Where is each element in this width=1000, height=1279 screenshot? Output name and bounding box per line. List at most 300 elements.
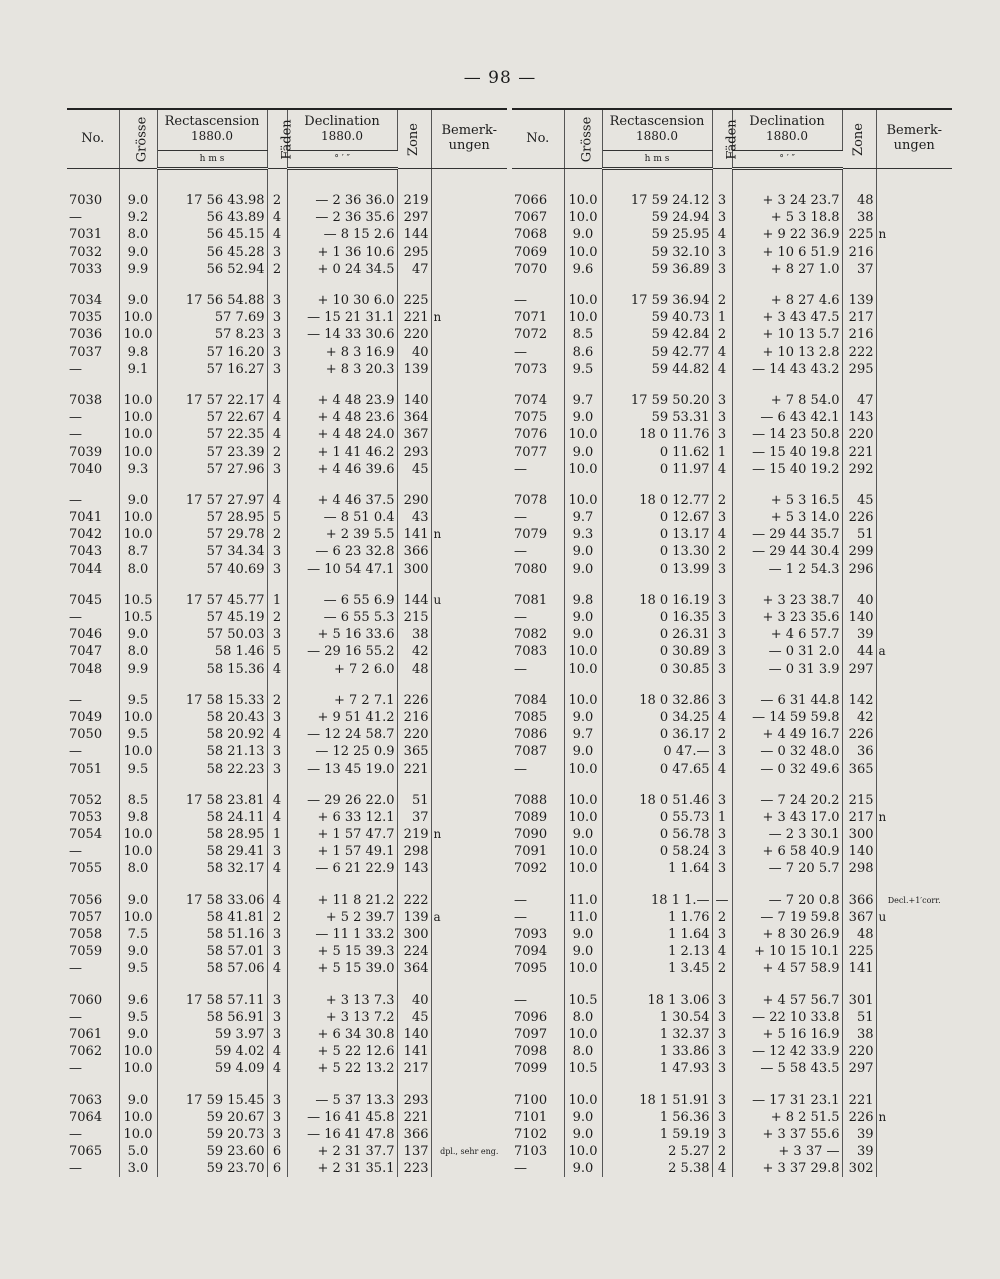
cell-de: — 11 1 33.2 bbox=[287, 926, 397, 943]
cell-fa: 2 bbox=[267, 692, 287, 709]
cell-ra: 17 56 43.98 bbox=[157, 192, 267, 209]
table-row bbox=[512, 509, 952, 526]
cell-no: — bbox=[67, 209, 119, 226]
cell-fa: 3 bbox=[712, 244, 732, 261]
cell-gr: 10.0 bbox=[564, 843, 602, 860]
cell-de: + 2 31 35.1 bbox=[287, 1160, 397, 1177]
cell-gr: 9.1 bbox=[119, 361, 157, 378]
cell-fa: 4 bbox=[712, 760, 732, 777]
cell-be bbox=[431, 1060, 507, 1077]
cell-be bbox=[876, 1026, 952, 1043]
cell-zo: 365 bbox=[397, 743, 431, 760]
cell-gr: 10.0 bbox=[564, 1091, 602, 1108]
cell-ra: 59 20.67 bbox=[157, 1109, 267, 1126]
cell-no: 7091 bbox=[512, 843, 564, 860]
cell-no: 7046 bbox=[67, 626, 119, 643]
cell-ra: 58 1.46 bbox=[157, 643, 267, 660]
cell-no: 7074 bbox=[512, 392, 564, 409]
cell-be bbox=[431, 509, 507, 526]
cell-be bbox=[876, 709, 952, 726]
cell-no: — bbox=[67, 960, 119, 977]
cell-no: 7094 bbox=[512, 943, 564, 960]
star-catalog-table bbox=[512, 110, 952, 1177]
cell-zo: 216 bbox=[842, 244, 876, 261]
cell-fa: 3 bbox=[267, 1109, 287, 1126]
cell-zo: 295 bbox=[842, 361, 876, 378]
cell-fa: 2 bbox=[267, 192, 287, 209]
cell-gr: 10.0 bbox=[564, 492, 602, 509]
cell-de: — 0 32 48.0 bbox=[732, 743, 842, 760]
cell-de: + 7 8 54.0 bbox=[732, 392, 842, 409]
cell-no: — bbox=[67, 409, 119, 426]
cell-de: + 3 13 7.3 bbox=[287, 992, 397, 1009]
cell-zo: 366 bbox=[397, 1126, 431, 1143]
cell-be bbox=[876, 1126, 952, 1143]
table-row bbox=[512, 543, 952, 560]
cell-zo: 302 bbox=[842, 1160, 876, 1177]
cell-de: + 5 3 18.8 bbox=[732, 209, 842, 226]
cell-be bbox=[431, 892, 507, 909]
table-row bbox=[512, 443, 952, 460]
cell-de: — 2 36 36.0 bbox=[287, 192, 397, 209]
cell-de: + 8 30 26.9 bbox=[732, 926, 842, 943]
cell-ra: 59 53.31 bbox=[602, 409, 712, 426]
cell-no: 7062 bbox=[67, 1043, 119, 1060]
table-row bbox=[512, 1026, 952, 1043]
cell-be bbox=[876, 1091, 952, 1108]
cell-zo: 221 bbox=[397, 1109, 431, 1126]
star-catalog-table bbox=[67, 110, 507, 1177]
cell-be bbox=[876, 409, 952, 426]
cell-fa: 3 bbox=[267, 626, 287, 643]
table-row bbox=[67, 826, 507, 843]
table-row bbox=[512, 792, 952, 809]
cell-be bbox=[876, 843, 952, 860]
cell-be bbox=[876, 509, 952, 526]
table-row bbox=[512, 309, 952, 326]
cell-fa: 2 bbox=[712, 1143, 732, 1160]
cell-be bbox=[431, 960, 507, 977]
cell-de: + 4 48 24.0 bbox=[287, 426, 397, 443]
cell-zo: 221 bbox=[397, 309, 431, 326]
cell-no: 7076 bbox=[512, 426, 564, 443]
cell-fa: 3 bbox=[267, 326, 287, 343]
cell-be bbox=[431, 692, 507, 709]
cell-zo: 217 bbox=[842, 809, 876, 826]
table-row bbox=[67, 326, 507, 343]
cell-de: + 3 37 29.8 bbox=[732, 1160, 842, 1177]
cell-be bbox=[876, 443, 952, 460]
cell-be bbox=[876, 592, 952, 609]
cell-gr: 9.5 bbox=[119, 760, 157, 777]
cell-zo: 217 bbox=[397, 1060, 431, 1077]
cell-be: u bbox=[878, 909, 887, 924]
table-row bbox=[512, 960, 952, 977]
cell-gr: 10.0 bbox=[119, 909, 157, 926]
cell-be bbox=[876, 426, 952, 443]
cell-be bbox=[431, 1043, 507, 1060]
cell-ra: 17 57 27.97 bbox=[157, 492, 267, 509]
cell-be bbox=[431, 726, 507, 743]
cell-ra: 58 20.43 bbox=[157, 709, 267, 726]
cell-gr: 10.0 bbox=[564, 692, 602, 709]
cell-zo: 137 bbox=[397, 1143, 431, 1160]
header-dec-units: ° ′ ″ bbox=[287, 151, 397, 169]
cell-ra: 1 1.64 bbox=[602, 860, 712, 877]
cell-gr: 10.0 bbox=[564, 292, 602, 309]
cell-fa: 3 bbox=[267, 992, 287, 1009]
table-row bbox=[67, 1026, 507, 1043]
cell-zo: 301 bbox=[842, 992, 876, 1009]
cell-zo: 225 bbox=[397, 292, 431, 309]
cell-gr: 9.8 bbox=[119, 344, 157, 361]
cell-fa: 3 bbox=[267, 1009, 287, 1026]
cell-no: 7067 bbox=[512, 209, 564, 226]
cell-ra: 18 1 1.— bbox=[602, 892, 712, 909]
cell-fa: 2 bbox=[712, 909, 732, 926]
cell-de: + 10 30 6.0 bbox=[287, 292, 397, 309]
cell-fa: 2 bbox=[712, 492, 732, 509]
table-row bbox=[67, 943, 507, 960]
table-row bbox=[67, 1143, 507, 1160]
header-ra: Rectascension 1880.0 bbox=[602, 110, 712, 151]
cell-de: + 3 23 38.7 bbox=[732, 592, 842, 609]
cell-no: 7098 bbox=[512, 1043, 564, 1060]
cell-gr: 10.0 bbox=[119, 443, 157, 460]
cell-zo: 140 bbox=[842, 843, 876, 860]
cell-gr: 9.5 bbox=[119, 726, 157, 743]
catalog-table-left bbox=[67, 108, 507, 1177]
cell-de: + 5 15 39.3 bbox=[287, 943, 397, 960]
cell-fa: 4 bbox=[267, 209, 287, 226]
cell-ra: 18 0 16.19 bbox=[602, 592, 712, 609]
cell-de: + 4 57 56.7 bbox=[732, 992, 842, 1009]
table-row bbox=[67, 743, 507, 760]
cell-gr: 8.0 bbox=[119, 561, 157, 578]
cell-de: — 15 40 19.2 bbox=[732, 461, 842, 478]
cell-fa: 3 bbox=[712, 1126, 732, 1143]
cell-gr: 10.0 bbox=[564, 643, 602, 660]
cell-gr: 8.0 bbox=[564, 1009, 602, 1026]
cell-de: — 15 40 19.8 bbox=[732, 443, 842, 460]
cell-ra: 0 11.97 bbox=[602, 461, 712, 478]
cell-zo: 38 bbox=[842, 209, 876, 226]
table-row bbox=[512, 1109, 952, 1126]
cell-be bbox=[431, 643, 507, 660]
cell-be bbox=[876, 609, 952, 626]
cell-gr: 9.0 bbox=[564, 709, 602, 726]
cell-no: 7047 bbox=[67, 643, 119, 660]
cell-zo: 40 bbox=[842, 592, 876, 609]
cell-no: 7099 bbox=[512, 1060, 564, 1077]
cell-fa: 3 bbox=[712, 426, 732, 443]
cell-zo: 220 bbox=[397, 726, 431, 743]
table-row bbox=[512, 192, 952, 209]
cell-zo: 43 bbox=[397, 509, 431, 526]
cell-ra: 59 23.70 bbox=[157, 1160, 267, 1177]
cell-fa: 3 bbox=[712, 826, 732, 843]
cell-no: — bbox=[512, 661, 564, 678]
cell-de: + 6 34 30.8 bbox=[287, 1026, 397, 1043]
cell-ra: 57 27.96 bbox=[157, 461, 267, 478]
cell-zo: 45 bbox=[842, 492, 876, 509]
cell-gr: 9.0 bbox=[119, 892, 157, 909]
cell-de: — 14 33 30.6 bbox=[287, 326, 397, 343]
cell-gr: 9.5 bbox=[119, 1009, 157, 1026]
cell-zo: 222 bbox=[397, 892, 431, 909]
table-row bbox=[67, 526, 507, 543]
cell-be bbox=[876, 760, 952, 777]
cell-zo: 140 bbox=[397, 392, 431, 409]
cell-be bbox=[876, 244, 952, 261]
cell-ra: 57 40.69 bbox=[157, 561, 267, 578]
cell-be bbox=[431, 843, 507, 860]
cell-ra: 59 23.60 bbox=[157, 1143, 267, 1160]
cell-de: — 29 44 30.4 bbox=[732, 543, 842, 560]
cell-be bbox=[876, 292, 952, 309]
cell-gr: 10.0 bbox=[119, 709, 157, 726]
cell-gr: 10.0 bbox=[564, 1143, 602, 1160]
table-row bbox=[512, 826, 952, 843]
cell-de: + 1 57 49.1 bbox=[287, 843, 397, 860]
cell-no: 7039 bbox=[67, 443, 119, 460]
cell-no: — bbox=[67, 1126, 119, 1143]
table-row bbox=[512, 892, 952, 909]
cell-de: + 2 39 5.5 bbox=[287, 526, 397, 543]
cell-fa: 4 bbox=[712, 1160, 732, 1177]
cell-zo: 48 bbox=[842, 192, 876, 209]
cell-no: 7034 bbox=[67, 292, 119, 309]
cell-ra: 2 5.27 bbox=[602, 1143, 712, 1160]
cell-gr: 9.7 bbox=[564, 509, 602, 526]
cell-ra: 18 1 3.06 bbox=[602, 992, 712, 1009]
cell-no: — bbox=[67, 609, 119, 626]
cell-be bbox=[876, 1060, 952, 1077]
cell-zo: 141 bbox=[842, 960, 876, 977]
cell-fa: 4 bbox=[267, 860, 287, 877]
cell-ra: 17 57 22.17 bbox=[157, 392, 267, 409]
cell-ra: 1 59.19 bbox=[602, 1126, 712, 1143]
cell-be bbox=[431, 261, 507, 278]
cell-fa: 3 bbox=[267, 561, 287, 578]
table-row bbox=[512, 292, 952, 309]
cell-ra: 58 24.11 bbox=[157, 809, 267, 826]
cell-no: 7032 bbox=[67, 244, 119, 261]
cell-zo: 297 bbox=[842, 1060, 876, 1077]
table-row bbox=[67, 1160, 507, 1177]
cell-fa: 2 bbox=[267, 909, 287, 926]
cell-ra: 58 15.36 bbox=[157, 661, 267, 678]
cell-fa: 3 bbox=[267, 843, 287, 860]
cell-zo: 38 bbox=[842, 1026, 876, 1043]
cell-be bbox=[876, 461, 952, 478]
cell-ra: 0 11.62 bbox=[602, 443, 712, 460]
cell-gr: 9.0 bbox=[119, 292, 157, 309]
cell-be bbox=[431, 1026, 507, 1043]
cell-fa: 4 bbox=[267, 392, 287, 409]
cell-gr: 9.6 bbox=[119, 992, 157, 1009]
cell-be bbox=[876, 1160, 952, 1177]
cell-de: + 0 24 34.5 bbox=[287, 261, 397, 278]
cell-be bbox=[431, 443, 507, 460]
table-row bbox=[67, 309, 507, 326]
cell-fa: 3 bbox=[712, 692, 732, 709]
table-row bbox=[512, 626, 952, 643]
cell-gr: 10.0 bbox=[564, 461, 602, 478]
cell-gr: 9.0 bbox=[564, 561, 602, 578]
cell-be bbox=[431, 661, 507, 678]
cell-fa: 4 bbox=[267, 492, 287, 509]
table-row bbox=[512, 926, 952, 943]
cell-be bbox=[876, 326, 952, 343]
cell-zo: 219 bbox=[397, 826, 431, 843]
cell-fa: 3 bbox=[712, 209, 732, 226]
cell-be: n bbox=[433, 827, 442, 842]
table-row bbox=[512, 244, 952, 261]
cell-fa: 6 bbox=[267, 1160, 287, 1177]
table-row bbox=[67, 726, 507, 743]
header-dec-units: ° ′ ″ bbox=[732, 151, 842, 169]
header-no: No. bbox=[67, 110, 119, 169]
cell-no: 7088 bbox=[512, 792, 564, 809]
cell-de: + 10 15 10.1 bbox=[732, 943, 842, 960]
cell-zo: 226 bbox=[842, 1109, 876, 1126]
cell-de: — 17 31 23.1 bbox=[732, 1091, 842, 1108]
cell-fa: 4 bbox=[267, 960, 287, 977]
cell-no: 7050 bbox=[67, 726, 119, 743]
cell-de: + 10 13 2.8 bbox=[732, 344, 842, 361]
table-row bbox=[67, 843, 507, 860]
table-row bbox=[67, 409, 507, 426]
cell-zo: 216 bbox=[842, 326, 876, 343]
cell-zo: 297 bbox=[397, 209, 431, 226]
cell-fa: 2 bbox=[267, 261, 287, 278]
table-row bbox=[67, 960, 507, 977]
cell-gr: 9.0 bbox=[119, 492, 157, 509]
cell-no: — bbox=[67, 361, 119, 378]
cell-be bbox=[431, 992, 507, 1009]
cell-ra: 59 20.73 bbox=[157, 1126, 267, 1143]
cell-zo: 51 bbox=[842, 1009, 876, 1026]
table-row bbox=[67, 392, 507, 409]
cell-de: + 3 43 17.0 bbox=[732, 809, 842, 826]
cell-no: 7057 bbox=[67, 909, 119, 926]
cell-no: 7064 bbox=[67, 1109, 119, 1126]
cell-de: — 1 2 54.3 bbox=[732, 561, 842, 578]
cell-ra: 58 56.91 bbox=[157, 1009, 267, 1026]
cell-ra: 56 52.94 bbox=[157, 261, 267, 278]
cell-no: 7102 bbox=[512, 1126, 564, 1143]
cell-de: + 9 51 41.2 bbox=[287, 709, 397, 726]
cell-fa: 2 bbox=[712, 726, 732, 743]
cell-gr: 9.0 bbox=[564, 609, 602, 626]
cell-gr: 9.0 bbox=[119, 1026, 157, 1043]
cell-no: 7065 bbox=[67, 1143, 119, 1160]
table-row bbox=[67, 892, 507, 909]
cell-ra: 58 57.01 bbox=[157, 943, 267, 960]
cell-de: + 5 3 14.0 bbox=[732, 509, 842, 526]
cell-gr: 10.0 bbox=[119, 1060, 157, 1077]
cell-fa: 3 bbox=[712, 743, 732, 760]
cell-zo: 300 bbox=[397, 561, 431, 578]
cell-zo: 221 bbox=[397, 760, 431, 777]
cell-be bbox=[431, 609, 507, 626]
cell-no: 7055 bbox=[67, 860, 119, 877]
cell-de: + 4 6 57.7 bbox=[732, 626, 842, 643]
cell-de: + 4 48 23.6 bbox=[287, 409, 397, 426]
cell-no: 7044 bbox=[67, 561, 119, 578]
table-row bbox=[67, 244, 507, 261]
cell-no: 7069 bbox=[512, 244, 564, 261]
cell-ra: 58 32.17 bbox=[157, 860, 267, 877]
cell-zo: 292 bbox=[842, 461, 876, 478]
cell-gr: 10.0 bbox=[564, 1026, 602, 1043]
cell-ra: 0 55.73 bbox=[602, 809, 712, 826]
cell-de: — 6 55 6.9 bbox=[287, 592, 397, 609]
cell-gr: 10.0 bbox=[564, 661, 602, 678]
cell-fa: 3 bbox=[712, 661, 732, 678]
cell-gr: 8.7 bbox=[119, 543, 157, 560]
cell-ra: 18 1 51.91 bbox=[602, 1091, 712, 1108]
cell-gr: 9.6 bbox=[564, 261, 602, 278]
cell-no: 7092 bbox=[512, 860, 564, 877]
cell-zo: 51 bbox=[842, 526, 876, 543]
cell-ra: 0 13.17 bbox=[602, 526, 712, 543]
cell-be bbox=[876, 792, 952, 809]
cell-no: 7059 bbox=[67, 943, 119, 960]
cell-de: + 8 27 4.6 bbox=[732, 292, 842, 309]
cell-no: 7096 bbox=[512, 1009, 564, 1026]
cell-zo: 364 bbox=[397, 409, 431, 426]
cell-ra: 1 3.45 bbox=[602, 960, 712, 977]
cell-zo: 300 bbox=[397, 926, 431, 943]
cell-gr: 10.0 bbox=[564, 860, 602, 877]
cell-be bbox=[876, 361, 952, 378]
cell-de: — 15 21 31.1 bbox=[287, 309, 397, 326]
cell-fa: 3 bbox=[712, 1091, 732, 1108]
cell-ra: 1 1.64 bbox=[602, 926, 712, 943]
cell-zo: 221 bbox=[842, 443, 876, 460]
cell-fa: 2 bbox=[267, 526, 287, 543]
cell-zo: 298 bbox=[397, 843, 431, 860]
cell-no: 7081 bbox=[512, 592, 564, 609]
cell-fa: 3 bbox=[712, 1043, 732, 1060]
cell-be bbox=[431, 760, 507, 777]
cell-be bbox=[876, 960, 952, 977]
cell-gr: 10.0 bbox=[564, 760, 602, 777]
cell-no: 7043 bbox=[67, 543, 119, 560]
cell-zo: 295 bbox=[397, 244, 431, 261]
cell-de: — 29 44 35.7 bbox=[732, 526, 842, 543]
cell-no: 7078 bbox=[512, 492, 564, 509]
cell-gr: 7.5 bbox=[119, 926, 157, 943]
cell-be bbox=[431, 809, 507, 826]
header-dec: Declination 1880.0 bbox=[732, 110, 842, 151]
cell-be bbox=[431, 192, 507, 209]
table-row bbox=[512, 1043, 952, 1060]
table-row bbox=[512, 809, 952, 826]
cell-fa: 3 bbox=[267, 1026, 287, 1043]
cell-gr: 10.0 bbox=[119, 743, 157, 760]
cell-ra: 59 42.77 bbox=[602, 344, 712, 361]
cell-gr: 8.0 bbox=[119, 860, 157, 877]
table-row bbox=[67, 1126, 507, 1143]
table-row bbox=[67, 661, 507, 678]
table-row bbox=[67, 860, 507, 877]
cell-zo: 141 bbox=[397, 526, 431, 543]
cell-de: — 7 20 5.7 bbox=[732, 860, 842, 877]
cell-fa: 4 bbox=[267, 226, 287, 243]
